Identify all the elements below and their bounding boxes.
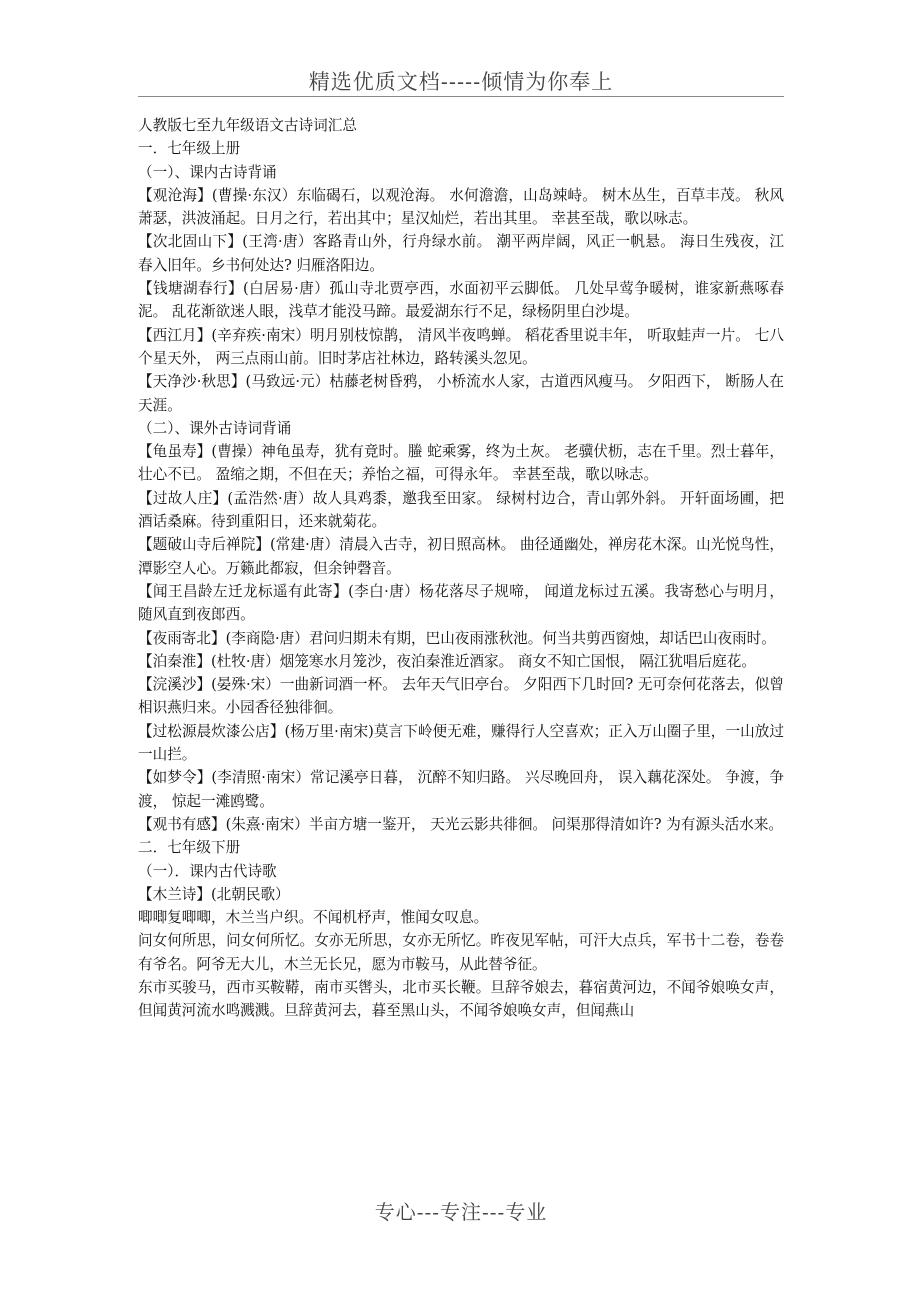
section-heading: 二．七年级下册	[138, 839, 241, 857]
poem-paragraph: 【观书有感】(朱熹·南宋）半亩方塘一鉴开， 天光云影共徘徊。 问渠那得清如许? 为有源头活水来。	[138, 815, 784, 833]
poem-paragraph: 【泊秦淮】(杜牧·唐）烟笼寒水月笼沙，夜泊秦淮近酒家。 商女不知亡国恨， 隔江犹唱后庭花。	[138, 652, 756, 670]
subsection-heading: （二）、课外古诗词背诵	[138, 419, 292, 437]
poem-paragraph: 【如梦令】(李清照·南宋）常记溪亭日暮， 沉醉不知归路。 兴尽晚回舟， 误入藕花深处。 争渡，争渡， 惊起一滩鸥鹭。	[138, 769, 784, 810]
poem-paragraph: 【次北固山下】(王湾·唐）客路青山外，行舟绿水前。 潮平两岸阔，风正一帆悬。 海日生残夜，江春入旧年。乡书何处达? 归雁洛阳边。	[138, 233, 784, 274]
poem-paragraph: 【天净沙·秋思】(马致远·元）枯藤老树昏鸦， 小桥流水人家，古道西风瘦马。 夕阳西下， 断肠人在天涯。	[138, 373, 784, 414]
poem-paragraph: 问女何所思，问女何所忆。女亦无所思，女亦无所忆。昨夜见军帖，可汗大点兵，军书十二卷，卷卷有爷名。阿爷无大儿，木兰无长兄，愿为市鞍马，从此替爷征。	[138, 932, 784, 973]
header-divider	[138, 96, 784, 97]
page-footer: 专心---专注---专业	[374, 1200, 548, 1224]
document-body	[138, 114, 784, 1023]
poem-paragraph: 【夜雨寄北】(李商隐·唐）君问归期未有期，巴山夜雨涨秋池。何当共剪西窗烛，却话巴山夜雨时。	[138, 629, 776, 647]
subsection-heading: （一）．课内古代诗歌	[138, 862, 277, 880]
poem-paragraph: 【闻王昌龄左迁龙标遥有此寄】(李白·唐）杨花落尽子规啼， 闻道龙标过五溪。我寄愁心与明月， 随风直到夜郎西。	[138, 582, 784, 624]
poem-paragraph: 东市买骏马，西市买鞍鞯，南市买辔头，北市买长鞭。旦辞爷娘去，暮宿黄河边，不闻爷娘唤女声，但闻黄河流水鸣溅溅。旦辞黄河去，暮至黑山头，不闻爷娘唤女声，但闻燕山	[138, 978, 784, 1020]
poem-paragraph: 【过松源晨炊漆公店】(杨万里·南宋)莫言下岭便无难，赚得行人空喜欢；正入万山圈子里，一山放过一山拦。	[138, 722, 784, 764]
doc-title: 人教版七至九年级语文古诗词汇总	[138, 117, 357, 134]
page-header: 精选优质文档-----倾情为你奉上	[308, 70, 614, 94]
poem-paragraph: 【观沧海】(曹操·东汉）东临碣石，以观沧海。 水何澹澹，山岛竦峙。 树木丛生，百草丰茂。 秋风萧瑟，洪波涌起。日月之行，若出其中；星汉灿烂，若出其里。 幸甚至哉，歌以咏志。	[138, 186, 784, 228]
poem-paragraph: 【西江月】(辛弃疾·南宋）明月别枝惊鹊， 清风半夜鸣蝉。 稻花香里说丰年， 听取蛙声一片。 七八个星天外， 两三点雨山前。旧时茅店社林边，路转溪头忽见。	[138, 326, 784, 367]
poem-paragraph: 【龟虽寿】(曹操）神龟虽寿，犹有竟时。螣 蛇乘雾，终为土灰。 老骥伏枥，志在千里。烈士暮年，壮心不已。 盈缩之期，不但在天；养怡之福，可得永年。 幸甚至哉，歌以咏志。	[138, 443, 784, 484]
poem-title: 【木兰诗】(北朝民歌）	[138, 885, 290, 903]
poem-paragraph: 【钱塘湖春行】(白居易·唐）孤山寺北贾亭西，水面初平云脚低。 几处早莺争暖树，谁家新燕啄春泥。 乱花渐欲迷人眼，浅草才能没马蹄。最爱湖东行不足，绿杨阴里白沙堤。	[138, 280, 784, 321]
poem-paragraph: 唧唧复唧唧，木兰当户织。不闻机杼声，惟闻女叹息。	[138, 909, 489, 927]
poem-paragraph: 【浣溪沙】(晏殊·宋）一曲新词酒一杯。 去年天气旧亭台。 夕阳西下几时回? 无可奈何花落去，似曾相识燕归来。小园香径独徘徊。	[138, 676, 784, 717]
poem-paragraph: 【题破山寺后禅院】(常建·唐）清晨入古寺，初日照高林。 曲径通幽处，禅房花木深。山光悦鸟性，潭影空人心。万籁此都寂，但余钟磬音。	[138, 536, 784, 577]
subsection-heading: （一）、课内古诗背诵	[138, 163, 277, 181]
poem-paragraph: 【过故人庄】(孟浩然·唐）故人具鸡黍，邀我至田家。 绿树村边合，青山郭外斜。 开轩面场圃，把酒话桑麻。待到重阳日，还来就菊花。	[138, 489, 784, 531]
section-heading: 一．七年级上册	[138, 140, 241, 158]
